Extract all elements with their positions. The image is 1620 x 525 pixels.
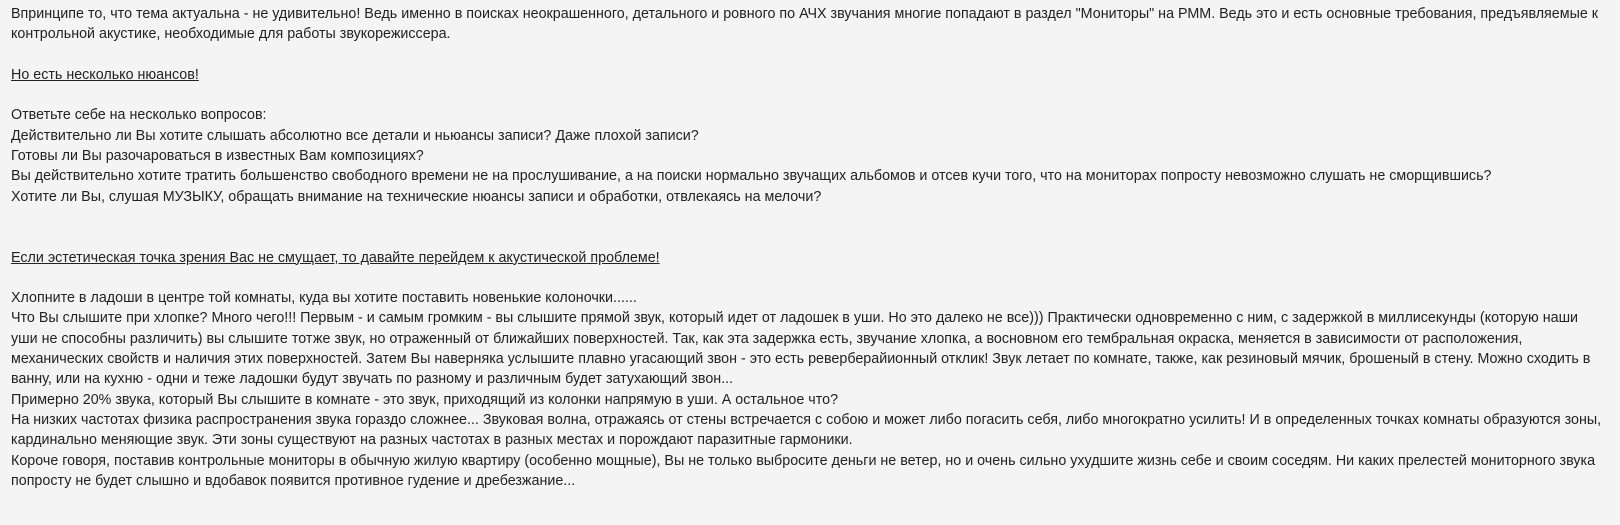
- spacer: [11, 268, 1608, 288]
- body-paragraph: Примерно 20% звука, который Вы слышите в комнате - это звук, приходящий из колонки напрямую в уши. А остальное что?: [11, 391, 839, 408]
- spacer: [11, 207, 1608, 227]
- spacer: [11, 85, 1608, 105]
- questions-intro: Ответьте себе на несколько вопросов:: [11, 107, 267, 124]
- question-line: Хотите ли Вы, слушая МУЗЫКУ, обращать внимание на технические нюансы записи и обработки, отвлекаясь на мелочи?: [11, 188, 822, 205]
- body-paragraph: На низких частотах физика распространения звука гораздо сложнее... Звуковая волна, отражаясь от стены встречается с собою и может либо погасить себя, либо многократно усилить! И в определенных точках комнаты образуются зоны, кардинально меняющие звук. Эти зоны существуют на разных частотах в разных местах и порождают паразитные гармоники.: [11, 411, 1602, 449]
- body-paragraph: Хлопните в ладоши в центре той комнаты, куда вы хотите поставить новенькие колоночки......: [11, 290, 637, 307]
- intro-paragraph: Впринципе то, что тема актуальна - не удивительно! Ведь именно в поисках неокрашенного, детального и ровного по АЧХ звучания многие попадают в раздел "Мониторы" на РММ. Ведь это и есть основные требования, предъявляемые к контрольной акустике, необходимые для работы звукорежиссера.: [11, 6, 1599, 43]
- question-line: Действительно ли Вы хотите слышать абсолютно все детали и ньюансы записи? Даже плохой записи?: [11, 127, 699, 144]
- body-paragraph: Короче говоря, поставив контрольные мониторы в обычную жилую квартиру (особенно мощные), Вы не только выбросите деньги не ветер, но и очень сильно ухудшите жизнь себе и своим соседям. Ни каких прелестей мониторного звука попросту не будет слышно и вдобавок появится противное гудение и дребезжание...: [11, 452, 1596, 489]
- body-paragraph: Что Вы слышите при хлопке? Много чего!!! Первым - и самым громким - вы слышите прямой звук, который идет от ладошек в уши. Но это далеко не все))) Практически одновременно с ним, с задержкой в миллисекунды (которую наши уши не способны различить) вы слышите тотже звук, но отраженный от ближайших поверхностей. Так, как эта задержка есть, звучание хлопка, а восновном его тембральная окраска, меняется в зависимости от расположения, механических свойств и наличия этих поверхностей. Затем Вы наверняка услышите плавно угасающий звон - это есть реверберайионный отклик! Звук летает по комнате, также, как резиновый мячик, брошеный в стену. Можно сходить в ванну, или на кухню - одни и теже ладошки будут звучать по разному и различным будет затухающий звон...: [11, 310, 1591, 388]
- heading-acoustic: Если эстетическая точка зрения Вас не смущает, то давайте перейдем к акустической проблеме!: [11, 249, 660, 266]
- spacer: [11, 45, 1608, 65]
- question-line: Готовы ли Вы разочароваться в известных Вам композициях?: [11, 148, 424, 165]
- spacer: [11, 227, 1608, 247]
- question-line: Вы действительно хотите тратить большенство свободного времени не на прослушивание, а на поиски нормально звучащих альбомов и отсев кучи того, что на мониторах попросту невозможно слушать не сморщившись?: [11, 168, 1492, 185]
- heading-nuances: Но есть несколько нюансов!: [11, 66, 199, 83]
